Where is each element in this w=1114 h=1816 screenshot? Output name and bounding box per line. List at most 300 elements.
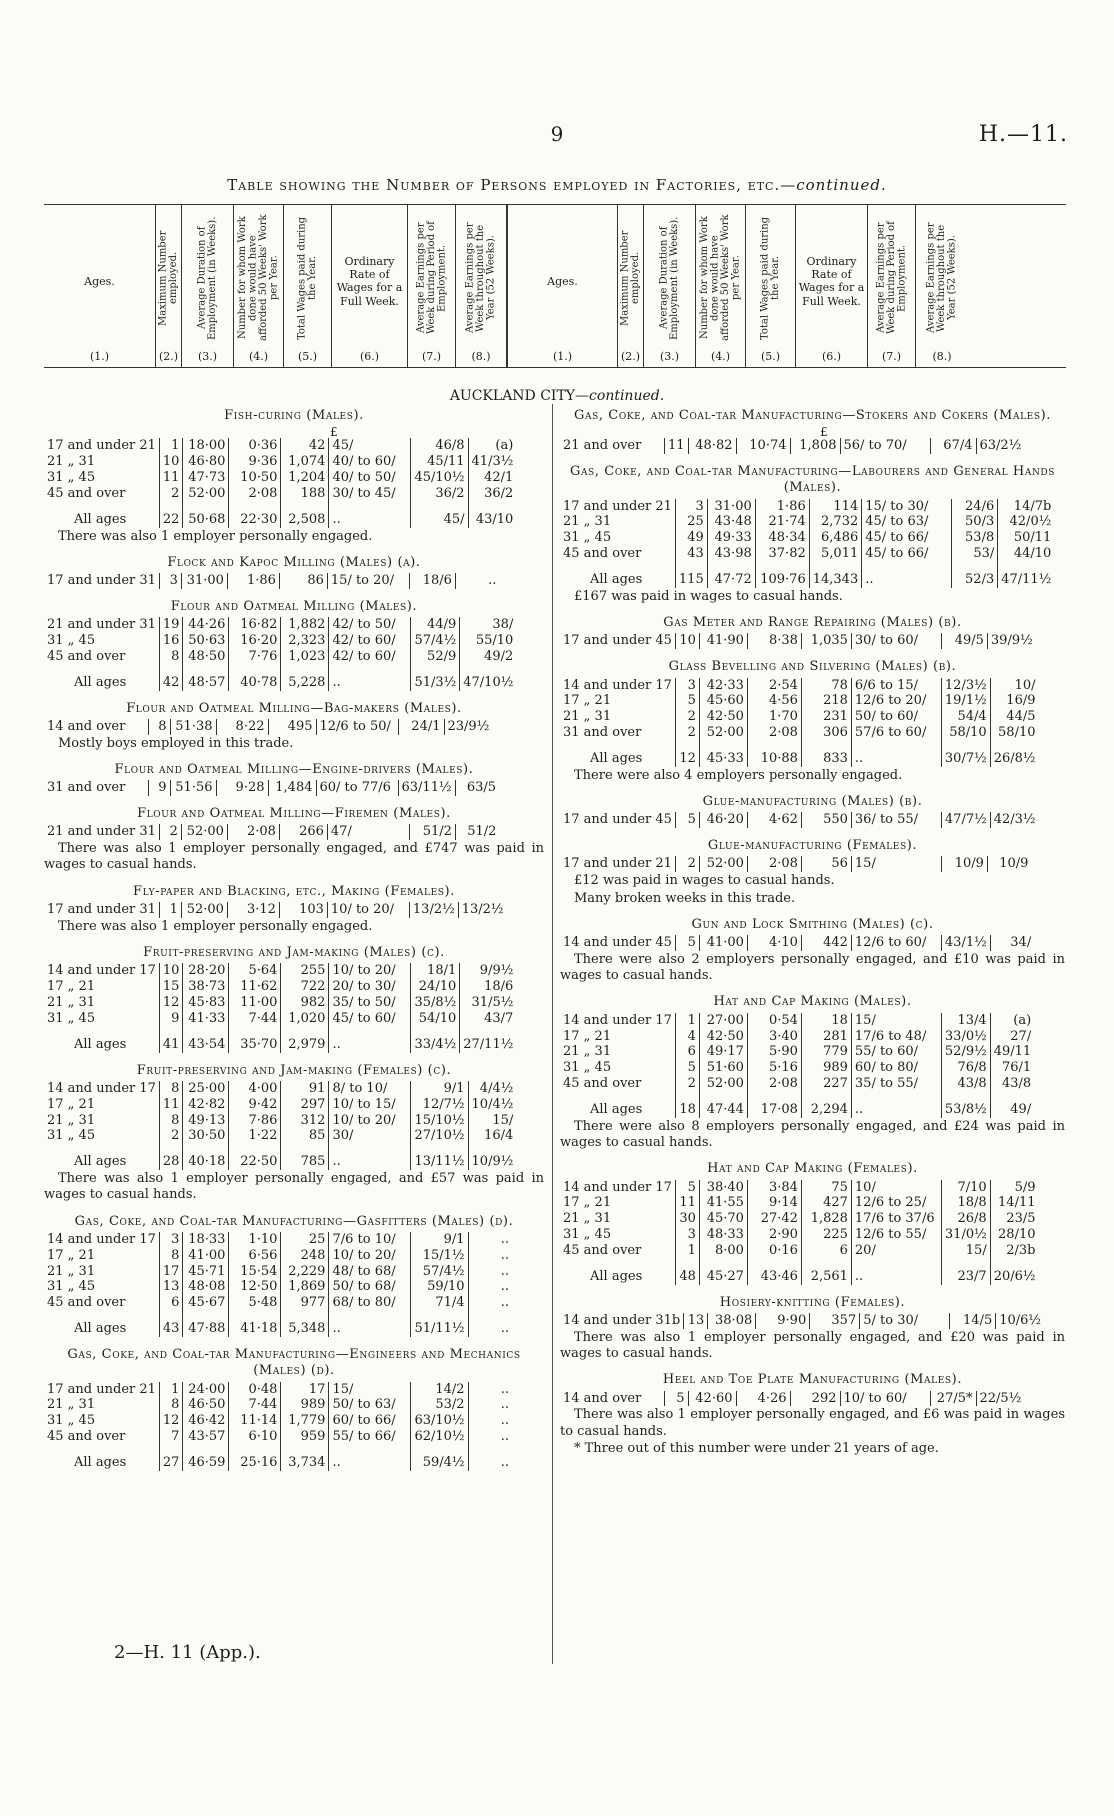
table-row [44,1113,516,1129]
value-cell: 9/1 [411,1232,468,1248]
value-cell: 495 [268,719,316,735]
header-label: Maximum Number employed. [619,230,641,326]
age-cell: 31 „ 45 [44,1279,159,1295]
value-cell: 2,229 [281,1264,329,1280]
value-cell: 1,204 [281,470,329,486]
value-cell: 9 [148,780,170,796]
value-cell: 10 [159,963,183,979]
header-label: Average Earnings per Week throughout the Year (52 Weeks). [925,222,958,334]
section-table [560,1180,1039,1285]
value-cell: 8·38 [747,633,801,649]
age-cell: 21 „ 31 [44,1113,159,1129]
value-cell: 46/8 [411,438,468,454]
value-cell: 53/2 [411,1397,468,1413]
value-cell: 10·88 [747,741,801,767]
value-cell: 1,808 [790,438,840,454]
table-row [44,1382,512,1398]
header-col-2-7 [868,205,916,367]
value-cell: 2·54 [747,678,801,694]
value-cell: 22 [159,502,183,528]
value-cell: 4 [675,1029,699,1045]
value-cell: 13/4 [941,1013,990,1029]
header-ages: Ages. [84,275,115,288]
section-title: Heel and Toe Plate Manufacturing (Males). [662,1372,963,1388]
value-cell: 55/ to 66/ [329,1429,411,1445]
age-cell: 31 „ 45 [44,1128,159,1144]
value-cell: 30·50 [183,1128,229,1144]
value-cell: 1 [159,1382,183,1398]
value-cell: 58/10 [998,725,1036,741]
value-cell: .. [851,741,941,767]
value-cell: 9·36 [229,454,281,470]
value-cell: 115 [675,562,707,588]
value-cell: 23/9½ [447,718,490,734]
table-row [560,1227,1039,1243]
table-row [560,546,1054,562]
value-cell: 42·33 [699,678,747,694]
value-cell: 45·83 [183,995,229,1011]
value-cell: 12/6 to 50/ [316,719,398,735]
section-title: Hat and Cap Making (Males). [713,994,912,1010]
value-cell: 14/2 [411,1382,468,1398]
section-table [560,1391,1024,1407]
value-cell: 47·88 [183,1311,229,1337]
value-cell: 15/ [492,1112,514,1128]
age-cell: 31 „ 45 [560,1227,675,1243]
value-cell: 6 [801,1243,851,1259]
value-cell: .. [488,573,497,589]
age-cell: All ages [560,1259,675,1285]
value-cell: 977 [281,1295,329,1311]
value-cell: 38/ [492,617,514,633]
footer-reference: 2—H. 11 (App.). [114,1642,261,1663]
value-cell: 27·00 [699,1013,747,1029]
header-number: (2.) [158,350,179,363]
value-cell: 13/2½ [409,902,458,918]
table-row [44,1081,516,1097]
age-cell: 21 „ 31 [560,514,675,530]
table-row [560,514,1054,530]
value-cell: 9 [159,1011,183,1027]
value-cell: 19 [159,617,183,633]
value-cell: 45·67 [183,1295,229,1311]
value-cell: 54/10 [411,1011,460,1027]
value-cell: 8 [159,1113,183,1129]
header-number: (1.) [89,350,110,363]
value-cell: 3 [159,1232,183,1248]
value-cell: 1 [159,902,181,918]
value-cell: .. [851,1259,941,1285]
section-title: Fruit-preserving and Jam-making (Females) (c). [136,1062,452,1078]
value-cell: 722 [281,979,329,995]
value-cell: 52·00 [699,1076,747,1092]
value-cell: 31/0½ [941,1227,990,1243]
value-cell: 63/2½ [979,438,1022,454]
header-col-1-1 [44,205,156,367]
value-cell: 49·17 [699,1044,747,1060]
total-row [44,1027,516,1053]
value-cell: 14/7b [1013,498,1052,514]
value-cell: 43 [159,1311,183,1337]
value-cell: 2,323 [281,633,329,649]
section-note: £167 was paid in wages to casual hands. [574,588,843,604]
value-cell: 24/1 [398,719,444,735]
value-cell: .. [500,1381,510,1397]
table-row [44,1264,512,1280]
header-label: Average Duration of Employment (in Weeks). [196,216,218,340]
section-title: Glue-manufacturing (Males) (b). [702,794,923,810]
region-name: AUCKLAND CITY [449,388,576,404]
value-cell: 14,343 [809,562,862,588]
value-cell: 51·56 [170,780,216,796]
value-cell: 5·48 [229,1295,281,1311]
value-cell: .. [329,1027,411,1053]
value-cell: 13 [684,1313,708,1329]
value-cell: 2/3b [1006,1242,1036,1258]
value-cell: 6 [159,1295,183,1311]
value-cell: 27/10½ [411,1128,468,1144]
value-cell: 27/11½ [463,1036,514,1052]
age-cell: 17 and under 21 [560,499,675,515]
table-row [44,1295,512,1311]
value-cell: 27/5* [930,1391,976,1407]
value-cell: 36/2 [484,485,514,501]
section-title: Gas, Coke, and Coal-tar Manufacturing—Stokers and Cokers (Males). [573,408,1051,423]
value-cell: 30/ to 60/ [851,633,941,649]
value-cell: 42/0½ [1009,514,1052,530]
value-cell: .. [329,1311,411,1337]
value-cell: 2 [675,725,699,741]
value-cell: 45/ [329,438,411,454]
value-cell: 49 [675,530,707,546]
header-col-1-2 [156,205,182,367]
header-number: (6.) [359,350,380,363]
table-row [44,1011,516,1027]
value-cell: 7·44 [229,1011,281,1027]
value-cell: 40/ to 50/ [329,470,411,486]
value-cell: 51·60 [699,1060,747,1076]
value-cell: 11·00 [229,995,281,1011]
value-cell: 3·12 [227,902,279,918]
value-cell: 5 [675,693,699,709]
value-cell: 15/10½ [411,1113,468,1129]
value-cell: 5,011 [809,546,862,562]
table-section [560,1295,1065,1363]
value-cell: 49·33 [707,530,755,546]
age-cell: 31 „ 45 [44,1011,159,1027]
region-heading [0,388,1114,404]
value-cell: 1,484 [268,780,316,796]
value-cell: 36/2 [411,486,468,502]
value-cell: 10/ to 20/ [329,963,411,979]
value-cell: 281 [801,1029,851,1045]
value-cell: 550 [801,812,851,828]
value-cell: 63/10½ [411,1413,468,1429]
value-cell: 1·86 [227,573,279,589]
value-cell: 24/10 [411,979,460,995]
value-cell: 48·50 [183,649,229,665]
section-note: £12 was paid in wages to casual hands. [574,873,835,889]
age-cell: 45 and over [560,1076,675,1092]
value-cell: 28·20 [183,963,229,979]
section-table [560,633,1036,649]
age-cell: 45 and over [44,649,159,665]
value-cell: .. [500,1263,510,1279]
value-cell: 5·90 [747,1044,801,1060]
age-cell: 31 and over [560,725,675,741]
value-cell: 25 [675,514,707,530]
value-cell: 1,020 [281,1011,329,1027]
header-col-1-4 [234,205,284,367]
value-cell: 4·10 [747,935,801,951]
age-cell: 45 and over [44,1429,159,1445]
value-cell: 56 [801,856,851,872]
value-cell: 16·20 [229,633,281,649]
age-cell: 17 and under 45 [560,812,675,828]
section-table [44,902,507,918]
value-cell: 31·00 [707,499,755,515]
value-cell: 13/11½ [411,1144,468,1170]
table-row [44,454,516,470]
value-cell: 4·56 [747,693,801,709]
value-cell: 18/8 [941,1195,990,1211]
table-row [44,979,516,995]
section-table [560,856,1031,872]
value-cell: .. [851,1092,941,1118]
header-col-2-2 [618,205,644,367]
value-cell: 48·08 [183,1279,229,1295]
value-cell: 12/6 to 55/ [851,1227,941,1243]
header-col-2-5 [746,205,796,367]
value-cell: 0·48 [229,1382,281,1398]
header-col-1-6 [332,205,408,367]
value-cell: .. [500,1413,510,1429]
age-cell: All ages [44,1311,159,1337]
table-section [560,1161,1065,1284]
value-cell: 6·10 [229,1429,281,1445]
table-section [44,762,544,796]
table-row [560,438,1024,454]
value-cell: 46·59 [183,1445,229,1471]
value-cell: 427 [801,1195,851,1211]
table-row [44,963,516,979]
table-section [44,599,544,691]
value-cell: 71/4 [411,1295,468,1311]
value-cell: 60/ to 66/ [329,1413,411,1429]
value-cell: 33/0½ [941,1029,990,1045]
value-cell: 49/5 [941,633,987,649]
value-cell: 17·08 [747,1092,801,1118]
value-cell: 49/2 [484,648,514,664]
value-cell: 11·14 [229,1413,281,1429]
age-cell: 21 „ 31 [44,454,159,470]
section-table [44,1232,512,1337]
age-cell: 14 and under 31b [560,1313,684,1329]
value-cell: .. [329,665,411,691]
right-column [560,408,1065,1467]
header-rate: Ordinary Rate of Wages for a Full Week. [336,255,403,308]
value-cell: 51/11½ [411,1311,468,1337]
age-cell: 21 and under 31 [44,824,159,840]
value-cell: 43·98 [707,546,755,562]
section-table [44,573,499,589]
value-cell: 5/9 [1014,1179,1036,1195]
section-title: Fish-curing (Males). [224,408,364,423]
value-cell: 10/ to 20/ [327,902,409,918]
header-label: Average Earnings per Week during Period of Employment. [414,221,447,335]
value-cell: 1,779 [281,1413,329,1429]
table-row [560,1060,1034,1076]
value-cell: 42/3½ [993,812,1036,828]
section-title: Flour and Oatmeal Milling—Engine-drivers (Males). [114,761,474,777]
total-row [560,562,1054,588]
value-cell: 62/10½ [411,1429,468,1445]
age-cell: 14 and over [44,719,148,735]
value-cell: 17/6 to 48/ [851,1029,941,1045]
value-cell: 35/ to 50/ [329,995,411,1011]
table-section [44,1214,544,1337]
value-cell: 3·84 [747,1180,801,1196]
value-cell: 51/3½ [411,665,460,691]
section-table [560,678,1039,767]
value-cell: 31/5½ [471,995,514,1010]
value-cell: 2,732 [809,514,862,530]
region-tail: —continued. [575,388,665,404]
value-cell: 18·00 [183,438,229,454]
value-cell: 53/8 [952,530,998,546]
value-cell: 43/10 [475,511,514,527]
value-cell: 12 [159,995,183,1011]
value-cell: 37·82 [755,546,809,562]
age-cell: 21 and over [560,438,664,454]
value-cell: 9·28 [216,780,268,796]
value-cell: 1,074 [281,454,329,470]
value-cell: 50/ to 60/ [851,709,941,725]
table-row [560,1391,1024,1407]
value-cell: 42/ to 60/ [329,649,411,665]
table-row [560,935,1034,951]
value-cell: 26/8½ [993,750,1036,766]
value-cell: .. [500,1279,510,1295]
value-cell: 15/ [329,1382,411,1398]
value-cell: 982 [281,995,329,1011]
value-cell: 2·08 [747,725,801,741]
value-cell: 297 [281,1097,329,1113]
header-label: Number for whom Work done would have afforded 50 Weeks' Work per Year. [236,214,279,342]
header-number: (3.) [197,350,218,363]
section-title: Fly-paper and Blacking, etc., Making (Females). [133,883,455,899]
table-section [44,1347,544,1471]
table-row [44,719,492,735]
age-cell: 45 and over [44,486,159,502]
value-cell: 78 [801,678,851,694]
header-label: Maximum Number employed. [157,230,179,326]
value-cell: 42·50 [699,709,747,725]
value-cell: 292 [790,1391,840,1407]
value-cell: 42·60 [688,1391,736,1407]
header-col-1-3 [182,205,234,367]
value-cell: 15 [159,979,183,995]
age-cell: 17 „ 21 [44,979,159,995]
value-cell: 16/9 [1006,693,1036,709]
section-title: Gas, Coke, and Coal-tar Manufacturing—Labourers and General Hands (Males). [569,464,1056,496]
value-cell: 34/ [1010,935,1032,951]
age-cell: 14 and under 17 [560,678,675,694]
value-cell: 57/6 to 60/ [851,725,941,741]
value-cell: 18/6 [484,979,514,995]
value-cell: 27·42 [747,1211,801,1227]
value-cell: 50·68 [183,502,229,528]
value-cell: 20/6½ [993,1268,1036,1284]
age-cell: 21 and under 31 [44,617,159,633]
header-col-2-8 [916,205,968,367]
value-cell: 43 [675,546,707,562]
value-cell: 0·54 [747,1013,801,1029]
total-row [44,1445,512,1471]
table-section [560,615,1065,649]
age-cell: 17 and under 45 [560,633,675,649]
value-cell: 2·08 [747,1076,801,1092]
age-cell: All ages [44,665,159,691]
value-cell: 45/10½ [411,470,468,486]
header-col-1-8 [456,205,508,367]
value-cell: 76/1 [1002,1060,1032,1076]
value-cell: 11 [159,470,183,486]
value-cell: 1 [159,438,183,454]
table-section [560,994,1065,1151]
table-row [44,649,516,665]
value-cell: 10/ to 20/ [329,1248,411,1264]
age-cell: All ages [44,502,159,528]
value-cell: 2·08 [229,486,281,502]
header-label: Average Earnings per Week throughout the Year (52 Weeks). [464,222,497,334]
table-row [44,573,499,589]
value-cell: .. [862,562,952,588]
value-cell: 53/ [952,546,998,562]
value-cell: 248 [281,1248,329,1264]
value-cell: 22·50 [229,1144,281,1170]
table-row [44,438,516,454]
value-cell: .. [500,1321,510,1337]
value-cell: 3 [159,573,181,589]
value-cell: 8/ to 10/ [329,1081,411,1097]
value-cell: 44/9 [411,617,460,633]
value-cell: 1 [675,1243,699,1259]
value-cell: 7·44 [229,1397,281,1413]
value-cell: 52·00 [181,902,227,918]
section-table [44,719,492,735]
value-cell: 1·10 [229,1232,281,1248]
value-cell: 10/ [1014,677,1036,693]
value-cell: 227 [801,1076,851,1092]
value-cell: 47·72 [707,562,755,588]
section-table [44,963,516,1052]
value-cell: 42/ to 50/ [329,617,411,633]
header-col-2-6 [796,205,868,367]
value-cell: 188 [281,486,329,502]
table-row [560,709,1039,725]
value-cell: 46·42 [183,1413,229,1429]
value-cell: 266 [279,824,327,840]
value-cell: 2,508 [281,502,329,528]
table-row [44,1128,516,1144]
value-cell: 9·90 [756,1313,810,1329]
value-cell: 7 [159,1429,183,1445]
section-note: Mostly boys employed in this trade. [58,735,294,751]
header-col-1-7 [408,205,456,367]
table-title-tail: continued. [796,176,887,194]
table-row [560,1211,1039,1227]
